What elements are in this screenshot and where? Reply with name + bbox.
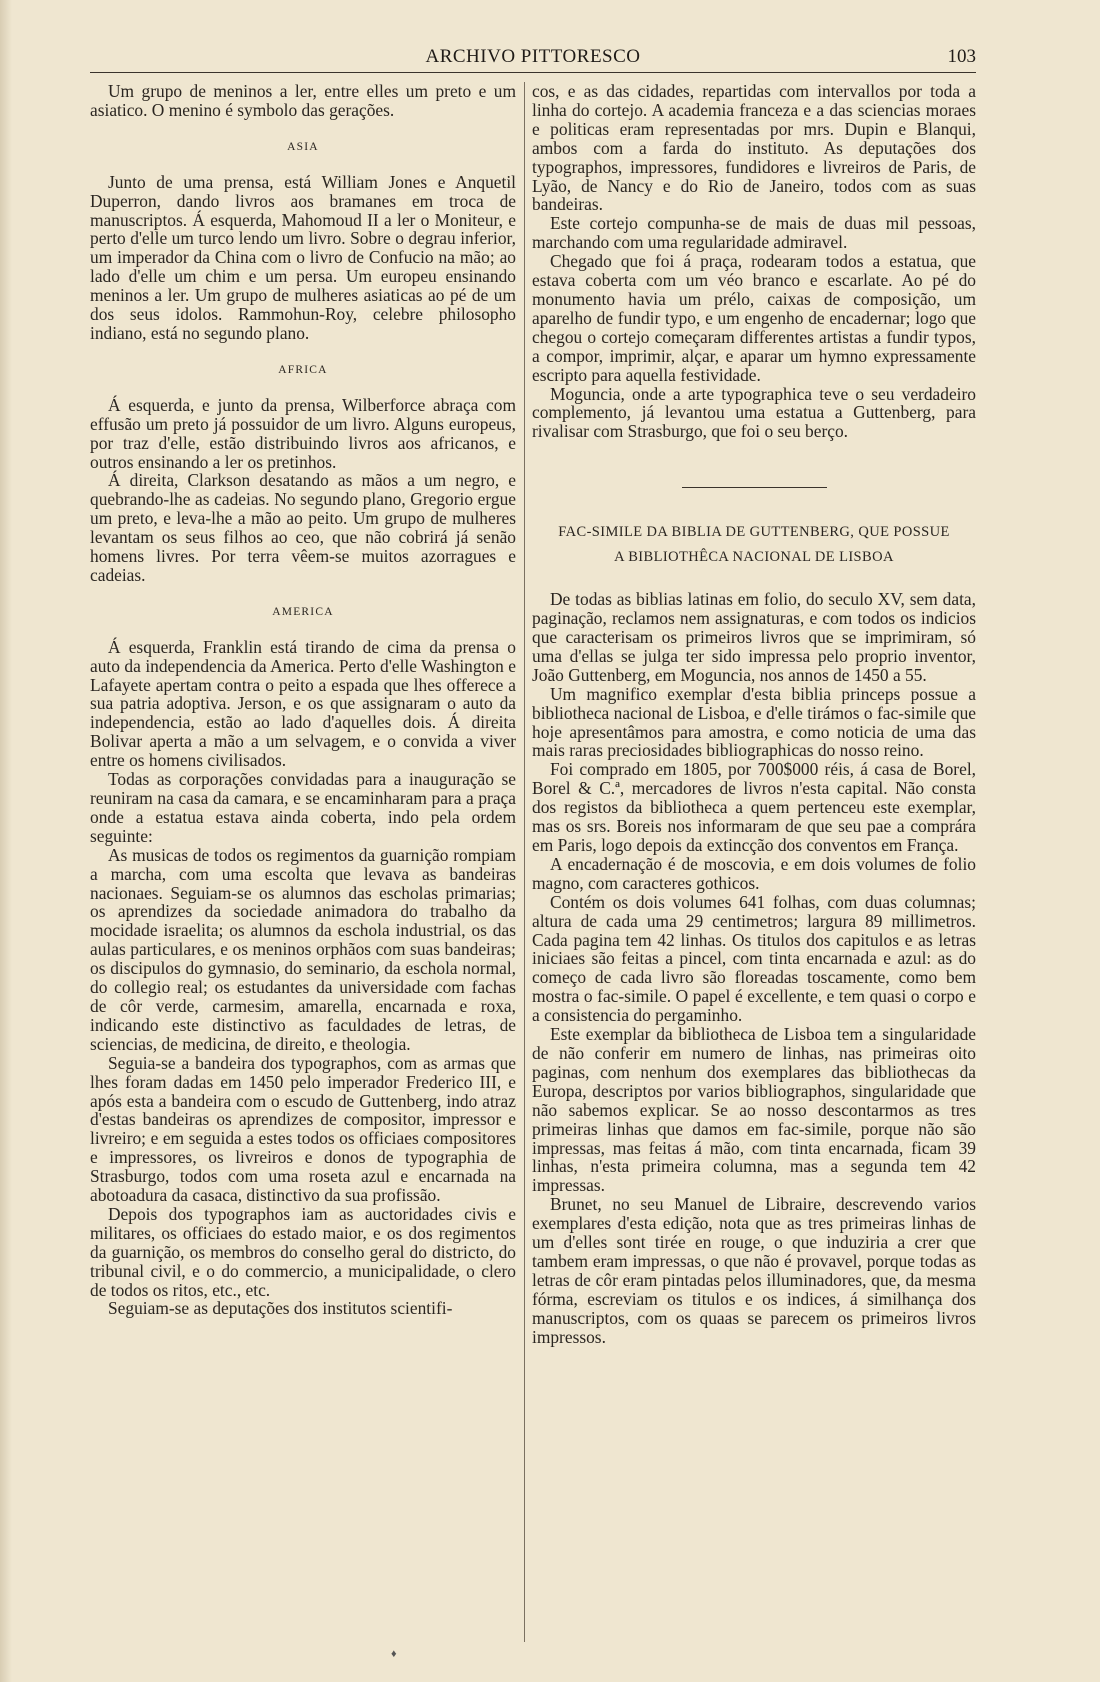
paragraph: Este cortejo compunha-se de mais de duas mil pessoas, marchando com uma regularidade admiravel. (532, 213, 976, 253)
page-header (90, 44, 976, 74)
paragraph: Este exemplar da bibliotheca de Lisboa tem a singularidade de não conferir em numero de linhas, nas primeiras oito paginas, com nenhum dos exemplares das bibliothecas da Europa, descriptos por varios bibliographos, singularidade que não sabemos explicar. Se ao nosso descontarmos as tres primeiras linhas que damos em fac-simile, porque não são impressas, mas feitas á mão, com tinta encarnada, ficam 39 linhas, n'esta primeira columna, mas a segunda tem 42 impressas. (532, 1024, 976, 1196)
paragraph: Moguncia, onde a arte typographica teve o seu verdadeiro complemento, já levantou uma estatua a Guttenberg, para rivalisar com Strasburgo, que foi o seu berço. (532, 383, 976, 442)
section-heading-america: AMERICA (272, 605, 334, 618)
paragraph: Á esquerda, e junto da prensa, Wilberforce abraça com effusão um preto já possuidor de um livro. Alguns europeus, por traz d'elle, estão distribuindo livros aos africanos, e outros ensinando a ler os pretinhos. (90, 394, 516, 472)
paragraph: Á esquerda, Franklin está tirando de cima da prensa o auto da independencia da America. Perto d'elle Washington e Lafayete apertam contra o peito a espada que lhes offerece a sua patria adoptiva. Jerson, e os que assignaram o auto da independencia, estão ao lado d'aquelles dois. Á direita Bolivar aperta a mão a um selvagem, e o convida a viver entre os homens civilisados. (90, 636, 516, 771)
paragraph: Seguiam-se as deputações dos institutos scientifi- (108, 1298, 453, 1319)
section-heading-africa: AFRICA (278, 363, 328, 376)
paragraph: A encadernação é de moscovia, e em dois volumes de folio magno, com caracteres gothicos. (532, 853, 976, 893)
page-edge (0, 0, 12, 1682)
paragraph: Junto de uma prensa, está William Jones e Anquetil Duperron, dando livros aos bramanes em troca de manuscriptos. Á esquerda, Mahomoud II a ler o Moniteur, e perto d'elle um turco lendo um livro. Sobre o degrau inferior, um imperador da China com o livro de Confucio na mão; ao lado d'elle um chim e um persa. Um europeu ensinando meninos a ler. Um grupo de mulheres asiaticas ao pé de um dos seus idolos. Rammohun-Roy, celebre philosopho indiano, está no segundo plano. (90, 171, 516, 343)
section-heading-asia: ASIA (287, 140, 319, 153)
page-number: 103 (947, 46, 976, 67)
paragraph: Brunet, no seu Manuel de Libraire, descrevendo varios exemplares d'esta edição, nota que as tres primeiras linhas de um d'elles sont tirée en rouge, o que induziria a crer que tambem eram impressas, o que não é provavel, porque todas as letras de côr eram pintadas pelos illuminadores, que, da mesma fórma, escreviam os titulos e os indices, á similhança dos manuscriptos, com os quaas se parecem os primeiros livros impressos. (532, 1194, 976, 1347)
right-column (532, 82, 976, 1346)
signature-mark: ♦ (391, 1648, 397, 1660)
paragraph: De todas as biblias latinas em folio, do seculo XV, sem data, paginação, reclamos nem assignaturas, e com todos os indicios que caracterisam os primeiros livros que se imprimiram, só uma d'ellas se julga ter sido impressa pelo proprio inventor, João Guttenberg, em Moguncia, nos annos de 1450 a 55. (532, 589, 976, 685)
paragraph: Contém os dois volumes 641 folhas, com duas columnas; altura de cada uma 29 centimetros; largura 89 millimetros. Cada pagina tem 42 linhas. Os titulos dos capitulos e as letras iniciaes são feitas a pincel, com tinta encarnada e azul: as do começo de cada livro são floreadas toscamente, como bem mostra o fac-simile. O papel é excellente, e tem quasi o corpo e a consistencia do pergaminho. (532, 891, 976, 1026)
article-title-line-2: A BIBLIOTHÊCA NACIONAL DE LISBOA (614, 549, 894, 566)
paragraph: cos, e as das cidades, repartidas com intervallos por toda a linha do cortejo. A academia franceza e a das sciencias moraes e politicas eram representadas por mrs. Dupin e Blanqui, ambos com a farda do instituto. As deputações dos typographos, impressores, fundidores e livreiros de Paris, de Lyão, de Nancy e do Rio de Janeiro, todos com as suas bandeiras. (532, 81, 976, 215)
paragraph: Depois dos typographos iam as auctoridades civis e militares, os officiaes do estado maior, e os dos regimentos da guarnição, os membros do conselho geral do districto, do tribunal civil, e o do commercio, a municipalidade, o clero de todos os ritos, etc., etc. (90, 1203, 516, 1300)
paragraph: Um grupo de meninos a ler, entre elles um preto e um asiatico. O menino é symbolo das gerações. (90, 81, 516, 120)
header-rule (90, 72, 976, 73)
paragraph: Chegado que foi á praça, rodearam todos a estatua, que estava coberta com um véo branco e escarlate. Ao pé do monumento havia um prélo, caixas de composição, um aparelho de fundir typo, e um engenho de encadernar; logo que chegou o cortejo começaram differentes artistas a fundir typos, a compor, imprimir, alçar, e aparar um hymno expressamente escripto para aquella festividade. (532, 251, 976, 385)
paragraph: Seguia-se a bandeira dos typographos, com as armas que lhes foram dadas em 1450 pelo imperador Frederico III, e após esta a bandeira com o escudo de Guttenberg, indo atraz d'estas bandeiras os aprendizes de compositor, impressor e livreiro; e em seguida a estes todos os officiaes compositores e impressores, os livreiros e donos de typographia de Strasburgo, todos com uma roseta azul e encarnada na abotoadura da casaca, distinctivo da sua profissão. (90, 1052, 516, 1206)
paragraph: As musicas de todos os regimentos da guarnição rompiam a marcha, com uma escolta que levava as bandeiras nacionaes. Seguiam-se os alumnos das escholas primarias; os aprendizes da sociedade animadora do trabalho da mocidade israelita; os alumnos da eschola industrial, os das aulas particulares, e os meninos orphãos com suas bandeiras; os discipulos do gymnasio, do seminario, da eschola normal, do collegio real; os estudantes da universidade com fachas de côr verde, carmesim, amarella, encarnada e roxa, indicando este distinctivo as faculdades de letras, de sciencias, de medicina, de direito, e theologia. (90, 844, 516, 1054)
paragraph: Á direita, Clarkson desatando as mãos a um negro, e quebrando-lhe as cadeias. No segundo plano, Gregorio ergue um preto, e leva-lhe a mão ao peito. Um grupo de mulheres levantam os seus filhos ao ceo, que não cobrirá já senão homens livres. Por terra vêem-se muitos azorragues e cadeias. (90, 470, 516, 585)
column-divider (524, 82, 525, 1642)
section-divider-rule (682, 487, 827, 488)
left-column (90, 82, 516, 1318)
paragraph: Um magnifico exemplar d'esta biblia princeps possue a bibliotheca nacional de Lisboa, e d'elle tirámos o fac-simile que hoje apresentâmos para amostra, e como noticia de uma das mais raras preciosidades bibliographicas do nosso reino. (532, 683, 976, 761)
running-title: ARCHIVO PITTORESCO (425, 46, 641, 67)
paragraph: Todas as corporações convidadas para a inauguração se reuniram na casa da camara, e se encaminharam para a praça onde a estatua estava ainda coberta, indo pela ordem seguinte: (90, 769, 516, 846)
article-title-line-1: FAC-SIMILE DA BIBLIA DE GUTTENBERG, QUE POSSUE (558, 524, 950, 541)
paragraph: Foi comprado em 1805, por 700$000 réis, á casa de Borel, Borel & C.ª, mercadores de livros n'esta capital. Não consta dos registos da bibliotheca a quem pertenceu este exemplar, mas os srs. Boreis nos informaram de que seu pae a comprára em Paris, logo depois da extincção dos conventos em França. (532, 759, 976, 855)
article-title (532, 520, 976, 570)
